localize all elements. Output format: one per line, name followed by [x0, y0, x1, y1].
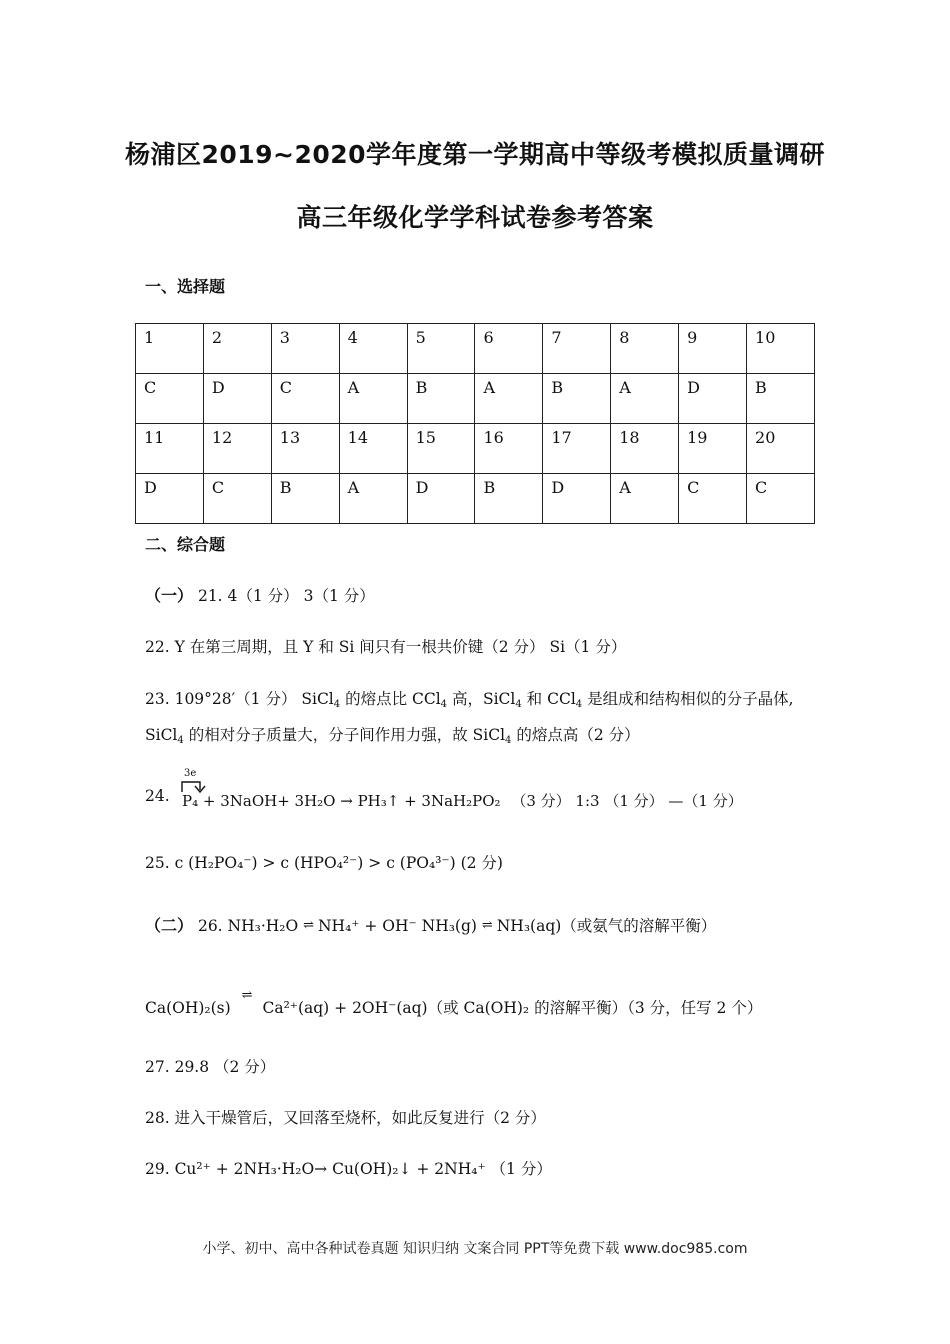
table-cell: 1 — [136, 324, 204, 374]
table-cell: C — [203, 474, 271, 524]
table-cell: 9 — [679, 324, 747, 374]
table-cell: 13 — [271, 424, 339, 474]
table-cell: 12 — [203, 424, 271, 474]
table-cell: B — [543, 374, 611, 424]
table-cell: 4 — [339, 324, 407, 374]
table-cell: 2 — [203, 324, 271, 374]
table-cell: D — [543, 474, 611, 524]
table-cell: 16 — [475, 424, 543, 474]
table-cell: A — [611, 374, 679, 424]
equilibrium-arrow-icon: ⇌ — [481, 918, 492, 933]
electron-transfer-label: 3e — [184, 768, 197, 779]
table-cell: D — [136, 474, 204, 524]
table-cell: B — [475, 474, 543, 524]
answer-26: （二） 26. NH₃·H₂O ⇌ NH₄⁺ + OH⁻ NH₃(g) ⇌ NH₃(aq)（或氨气的溶解平衡） — [145, 916, 717, 935]
part-2-label: （二） — [145, 916, 194, 935]
answer-29: 29. Cu²⁺ + 2NH₃·H₂O→ Cu(OH)₂↓ + 2NH₄⁺ （1 分） — [145, 1160, 552, 1178]
answer-row — [136, 474, 815, 524]
answer-24-equation: P₄ + 3NaOH+ 3H₂O → PH₃↑ + 3NaH₂PO₂ （3 分） 1:3 （1 分） —（1 分） — [182, 792, 743, 810]
section-1-heading: 一、选择题 — [145, 277, 226, 296]
answer-21: （一） 21. 4（1 分） 3（1 分） — [145, 586, 375, 605]
table-cell: 5 — [407, 324, 475, 374]
table-cell: A — [611, 474, 679, 524]
answer-row — [136, 374, 815, 424]
table-cell: C — [747, 474, 815, 524]
table-cell: B — [407, 374, 475, 424]
table-cell: 14 — [339, 424, 407, 474]
section-2-heading: 二、综合题 — [145, 535, 226, 554]
answer-23: 23. 109°28′（1 分） SiCl$_4$ 的熔点比 CCl$_4$ 高，SiCl$_4$ 和 CCl$_4$ 是组成和结构相似的分子晶体, — [145, 690, 794, 710]
table-cell: 15 — [407, 424, 475, 474]
question-number-row — [136, 424, 815, 474]
question-number-row — [136, 324, 815, 374]
equilibrium-arrow-icon: ⇌ — [241, 988, 252, 1003]
choice-answer-table — [135, 323, 815, 524]
table-cell: C — [271, 374, 339, 424]
table-cell: 17 — [543, 424, 611, 474]
title-line-2: 高三年级化学学科试卷参考答案 — [296, 203, 654, 232]
table-cell: 6 — [475, 324, 543, 374]
table-cell: B — [271, 474, 339, 524]
table-cell: B — [747, 374, 815, 424]
table-cell: 18 — [611, 424, 679, 474]
table-cell: 20 — [747, 424, 815, 474]
table-cell: A — [475, 374, 543, 424]
answer-24-number: 24. — [145, 787, 170, 805]
table-cell: 3 — [271, 324, 339, 374]
table-cell: 11 — [136, 424, 204, 474]
table-cell: C — [679, 474, 747, 524]
table-cell: C — [136, 374, 204, 424]
answer-22: 22. Y 在第三周期，且 Y 和 Si 间只有一根共价键（2 分） Si（1 分） — [145, 638, 627, 656]
answer-26-line-2: Ca(OH)₂(s) ⇌ Ca²⁺(aq) + 2OH⁻(aq)（或 Ca(OH)₂ 的溶解平衡）（3 分，任写 2 个） — [145, 988, 763, 1017]
table-cell: D — [203, 374, 271, 424]
answer-25: 25. c (H₂PO₄⁻) > c (HPO₄²⁻) > c (PO₄³⁻) (2 分) — [145, 854, 503, 872]
part-1-label: （一） — [145, 586, 194, 605]
table-cell: A — [339, 474, 407, 524]
footer-ad: 小学、初中、高中各种试卷真题 知识归纳 文案合同 PPT等免费下载 www.doc985.com — [202, 1241, 748, 1257]
table-cell: 8 — [611, 324, 679, 374]
table-cell: D — [407, 474, 475, 524]
answer-27: 27. 29.8 （2 分） — [145, 1058, 276, 1076]
table-cell: D — [679, 374, 747, 424]
equilibrium-arrow-icon: ⇌ — [303, 918, 314, 933]
table-cell: 19 — [679, 424, 747, 474]
title-line-1: 杨浦区2019~2020学年度第一学期高中等级考模拟质量调研 — [124, 140, 826, 169]
answer-28: 28. 进入干燥管后，又回落至烧杯，如此反复进行（2 分） — [145, 1109, 546, 1127]
table-cell: 7 — [543, 324, 611, 374]
answer-23-line-2: SiCl$_4$ 的相对分子质量大，分子间作用力强，故 SiCl$_4$ 的熔点高（2 分） — [145, 726, 640, 746]
table-cell: 10 — [747, 324, 815, 374]
table-cell: A — [339, 374, 407, 424]
